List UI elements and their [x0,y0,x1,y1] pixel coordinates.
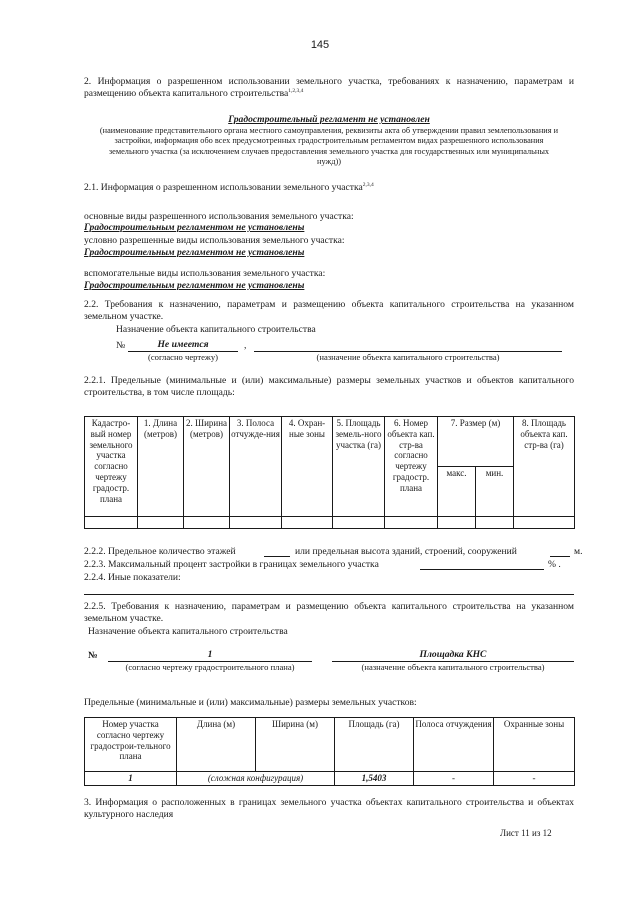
section-2-2-1-text: 2.2.1. Предельные (минимальные и (или) максимальные) размеры земельных участков и объектов капитального строительства, в том числе площадь: [84,375,574,399]
object-number-caption: (согласно чертежу) [147,352,218,362]
section-2-2-3-text: 2.2.3. Максимальный процент застройки в границах земельного участка [84,559,379,570]
section-2-1-heading [84,182,574,194]
section-2-2-2-height: или предельная высота зданий, строений, сооружений [295,546,517,557]
section-2-footnote: 1,2,3,4 [288,88,304,95]
col-length: 1. Длина (метров) [138,417,184,517]
main-uses-value: Градостроительным регламентом не установлены [84,222,305,233]
table-cell [85,517,138,529]
kns-name-value: Площадка КНС [419,649,487,660]
table-cell [138,517,184,529]
section-2-1-text: 2.1. Информация о разрешенном использовании земельного участка [84,182,363,193]
plot-protected-cell: - [494,772,575,786]
col-plot-width: Ширина (м) [256,718,335,772]
table-cell [230,517,282,529]
other-indicators-line [84,594,574,595]
auxiliary-uses-label: вспомогательные виды использования земельного участка: [84,268,326,279]
section-2-2-purpose: Назначение объекта капитального строительства [116,324,316,335]
object-comma: , [244,340,247,351]
regulation-note: (наименование представительного органа местного самоуправления, реквизиты акта об утверждении правил землепользования и застройки, информация обо всех предусмотренных градостроительным регламентом видах разрешенного использования земельного участка (за исключением случаев предоставления земельного участка для государственных или муниципальных нужд)) [99,126,559,167]
col-object-number: 6. Номер объекта кап. стр-ва согласно чертежу градостр. плана [385,417,438,517]
kns-name-caption: (назначение объекта капитального строительства) [361,662,545,672]
table-cell [385,517,438,529]
plot-number-cell: 1 [85,772,177,786]
table-cell [184,517,230,529]
table-row [85,517,575,529]
object-purpose-caption: (назначение объекта капитального строительства) [316,352,500,362]
col-plot-protected: Охранные зоны [494,718,575,772]
table-cell [333,517,385,529]
plot-sizes-heading: Предельные (минимальные и (или) максимальные) размеры земельных участков: [84,697,417,708]
col-plot-length: Длина (м) [177,718,256,772]
table-cell [438,517,476,529]
main-uses-label: основные виды разрешенного использования земельного участка: [84,211,354,222]
col-cadastral-number: Кадастро-вый номер земельного участка согласно чертежу градостр. плана [85,417,138,517]
table-cell [476,517,514,529]
kns-number-caption: (согласно чертежу градостроительного плана) [125,662,295,672]
plot-area-cell: 1,5403 [335,772,414,786]
section-2-1-footnote: 2,3,4 [362,181,374,188]
table-cell [282,517,333,529]
col-object-area: 8. Площадь объекта кап. стр-ва (га) [514,417,575,517]
sizes-table [84,416,575,529]
object-number-value: Не имеется [157,339,209,350]
col-protected-zones: 4. Охран-ные зоны [282,417,333,517]
col-plot-area: 5. Площадь земель-ного участка (га) [333,417,385,517]
col-plot-number: Номер участка согласно чертежу градострои-тельного плана [85,718,177,772]
auxiliary-uses-value: Градостроительным регламентом не установлены [84,280,305,291]
section-2-2-4-text: 2.2.4. Иные показатели: [84,572,181,583]
col-size-min: мин. [476,467,514,517]
kns-number-sign: № [88,650,98,661]
section-2-2-text: 2.2. Требования к назначению, параметрам и размещению объекта капитального строительства на указанном земельном участке. [84,299,574,323]
plot-configuration-cell: (сложная конфигурация) [177,772,335,786]
col-size-max: макс. [438,467,476,517]
section-2-2-3-unit: % . [548,559,561,570]
col-width: 2. Ширина (метров) [184,417,230,517]
percent-line [420,569,544,570]
section-2-text: 2. Информация о разрешенном использовании земельного участка, требованиях к назначению, параметрам и размещению объекта капитального строительства [84,76,574,100]
page-number: 145 [310,39,330,51]
floors-line [264,556,290,557]
conditional-uses-label: условно разрешенные виды использования земельного участка: [84,235,345,246]
section-2-heading [84,76,574,101]
section-2-2-5-purpose: Назначение объекта капитального строительства [88,626,288,637]
table-row [85,772,575,786]
section-2-2-2-text: 2.2.2. Предельное количество этажей [84,546,236,557]
col-exclusion-strip: 3. Полоса отчужде-ния [230,417,282,517]
plot-sizes-table [84,717,575,786]
regulation-title: Градостроительный регламент не установлен [228,114,430,125]
col-plot-area: Площадь (га) [335,718,414,772]
kns-number-value: 1 [207,649,213,660]
table-cell [514,517,575,529]
section-2-2-2-unit: м. [574,546,583,557]
plot-exclusion-cell: - [414,772,494,786]
conditional-uses-value: Градостроительным регламентом не установлены [84,247,305,258]
height-line [550,556,570,557]
col-plot-exclusion: Полоса отчуждения [414,718,494,772]
section-2-2-5-text: 2.2.5. Требования к назначению, параметрам и размещению объекта капитального строительства на указанном земельном участке. [84,601,574,625]
col-size: 7. Размер (м) [438,417,514,467]
sheet-counter: Лист 11 из 12 [500,828,552,838]
section-3-text: 3. Информация о расположенных в границах земельного участка объектах капитального строительства и объектах культурного наследия [84,797,574,821]
object-number-sign: № [116,340,126,351]
